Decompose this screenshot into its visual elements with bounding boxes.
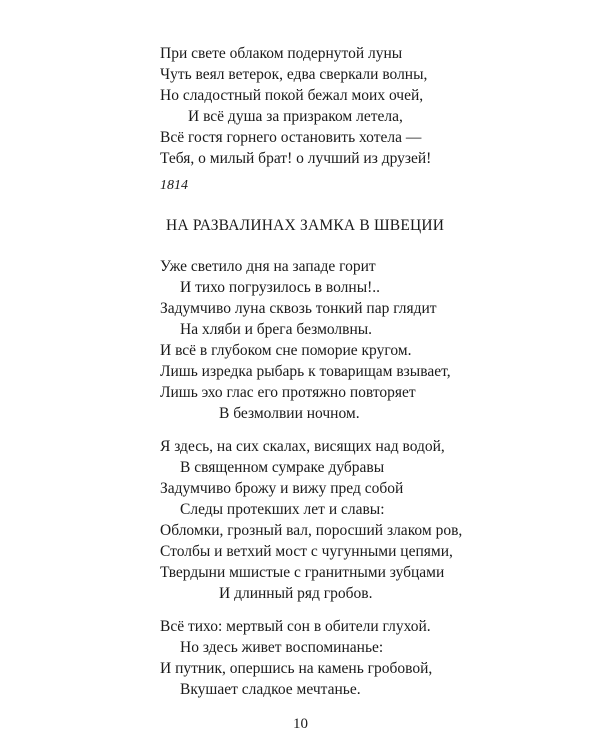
- verse-line: Лишь эхо глас его протяжно повторяет: [160, 384, 416, 401]
- verse-line: Чуть веял ветерок, едва сверкали волны,: [160, 66, 428, 83]
- verse-line: В священном сумраке дубравы: [180, 459, 385, 476]
- verse-line: Уже светило дня на западе горит: [160, 258, 376, 275]
- verse-line: Столбы и ветхий мост с чугунными цепями,: [160, 543, 453, 560]
- page-number: 10: [293, 716, 308, 732]
- verse-line: И всё в глубоком сне поморие кругом.: [160, 342, 412, 359]
- verse-line: И длинный ряд гробов.: [219, 585, 373, 602]
- verse-line: Всё гостя горнего остановить хотела —: [160, 129, 422, 146]
- poem-title: НА РАЗВАЛИНАХ ЗАМКА В ШВЕЦИИ: [166, 217, 445, 234]
- verse-line: При свете облаком подернутой луны: [160, 45, 403, 62]
- verse-line: Задумчиво луна сквозь тонкий пар глядит: [160, 300, 437, 317]
- verse-line: Лишь изредка рыбарь к товарищам взывает,: [160, 363, 451, 380]
- verse-line: На хляби и брега безмолвны.: [180, 321, 373, 338]
- verse-line: Но сладостный покой бежал моих очей,: [160, 87, 424, 104]
- verse-line: Тебя, о милый брат! о лучший из друзей!: [160, 150, 432, 167]
- verse-line: Обломки, грозный вал, поросший злаком ров,: [160, 522, 463, 539]
- verse-line: В безмолвии ночном.: [219, 405, 360, 422]
- poem-date: 1814: [160, 178, 188, 193]
- verse-line: Вкушает сладкое мечтанье.: [180, 681, 361, 698]
- verse-line: Я здесь, на сих скалах, висящих над водой,: [160, 438, 445, 455]
- verse-line: И путник, опершись на камень гробовой,: [160, 660, 433, 677]
- verse-line: Твердыни мшистые с гранитными зубцами: [160, 564, 445, 581]
- verse-line: И всё душа за призраком летела,: [188, 108, 403, 125]
- verse-line: Следы протекших лет и славы:: [180, 501, 385, 518]
- verse-line: Всё тихо: мертвый сон в обители глухой.: [160, 618, 431, 635]
- verse-line: И тихо погрузилось в волны!..: [180, 279, 381, 296]
- verse-line: Задумчиво брожу и вижу пред собой: [160, 480, 404, 497]
- verse-line: Но здесь живет воспоминанье:: [180, 639, 384, 656]
